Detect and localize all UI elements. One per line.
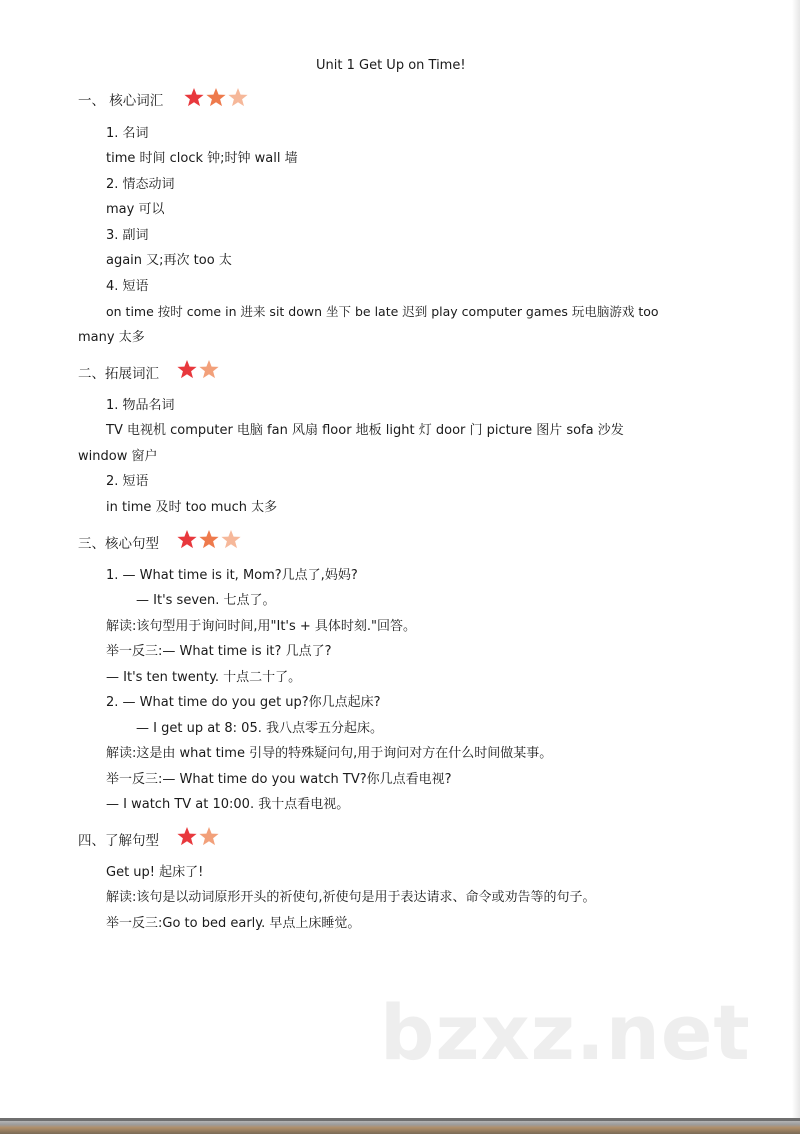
star-icon [177,360,196,378]
s3-line-3: 解读:该句型用于询问时间,用"It's + 具体时刻."回答。 [106,619,417,634]
s4-line-3: 举一反三:Go to bed early. 早点上床睡觉。 [106,916,361,931]
s1-line-7: 4. 短语 [106,279,149,294]
s3-line-4: 举一反三:— What time is it? 几点了? [106,644,332,659]
star-icon [221,530,240,548]
star-icon [177,827,196,845]
s1-line-8: on time 按时 come in 进来 sit down 坐下 be late 迟到 play computer games 玩电脑游戏 too [106,304,659,319]
s3-line-8: 解读:这是由 what time 引导的特殊疑问句,用于询问对方在什么时间做某事。 [106,746,553,761]
s1-line-2: time 时间 clock 钟;时钟 wall 墙 [106,151,298,166]
page-edge-shadow [792,0,800,1118]
section-1-rating-stars [183,87,253,109]
s1-line-9: many 太多 [78,330,145,345]
s3-line-6: 2. — What time do you get up?你几点起床? [106,695,381,710]
section-3-heading: 三、核心句型 [78,536,159,552]
section-3-rating-stars [176,529,246,551]
s1-line-4: may 可以 [106,202,165,217]
s1-line-5: 3. 副词 [106,228,149,243]
s1-line-3: 2. 情态动词 [106,177,175,192]
star-icon [199,530,218,548]
s3-line-1: 1. — What time is it, Mom?几点了,妈妈? [106,568,358,583]
watermark: bzxz.net [380,988,751,1077]
s2-line-3: window 窗户 [78,449,158,464]
s3-line-2: — It's seven. 七点了。 [136,593,276,608]
star-icon [228,88,247,106]
star-icon [206,88,225,106]
s4-line-1: Get up! 起床了! [106,865,204,880]
star-icon [199,360,218,378]
s3-line-10: — I watch TV at 10:00. 我十点看电视。 [106,797,350,812]
star-icon [199,827,218,845]
s3-line-7: — I get up at 8: 05. 我八点零五分起床。 [136,721,383,736]
s1-line-6: again 又;再次 too 太 [106,253,232,268]
page-bottom-border [0,1118,800,1134]
s2-line-1: 1. 物品名词 [106,398,175,413]
s1-line-1: 1. 名词 [106,126,149,141]
section-4-rating-stars [176,826,224,848]
star-icon [177,530,196,548]
s4-line-2: 解读:该句是以动词原形开头的祈使句,祈使句是用于表达请求、命令或劝告等的句子。 [106,890,596,905]
page-title: Unit 1 Get Up on Time! [316,58,466,73]
section-2-heading: 二、拓展词汇 [78,366,159,382]
s2-line-5: in time 及时 too much 太多 [106,500,278,515]
s2-line-4: 2. 短语 [106,474,149,489]
bottom-rule [0,1118,800,1121]
s2-line-2: TV 电视机 computer 电脑 fan 风扇 floor 地板 light 灯 door 门 picture 图片 sofa 沙发 [106,423,624,438]
star-icon [184,88,203,106]
section-2-rating-stars [176,359,224,381]
s3-line-9: 举一反三:— What time do you watch TV?你几点看电视? [106,772,452,787]
s3-line-5: — It's ten twenty. 十点二十了。 [106,670,302,685]
section-1-heading: 一、 核心词汇 [78,93,164,109]
section-4-heading: 四、了解句型 [78,833,159,849]
